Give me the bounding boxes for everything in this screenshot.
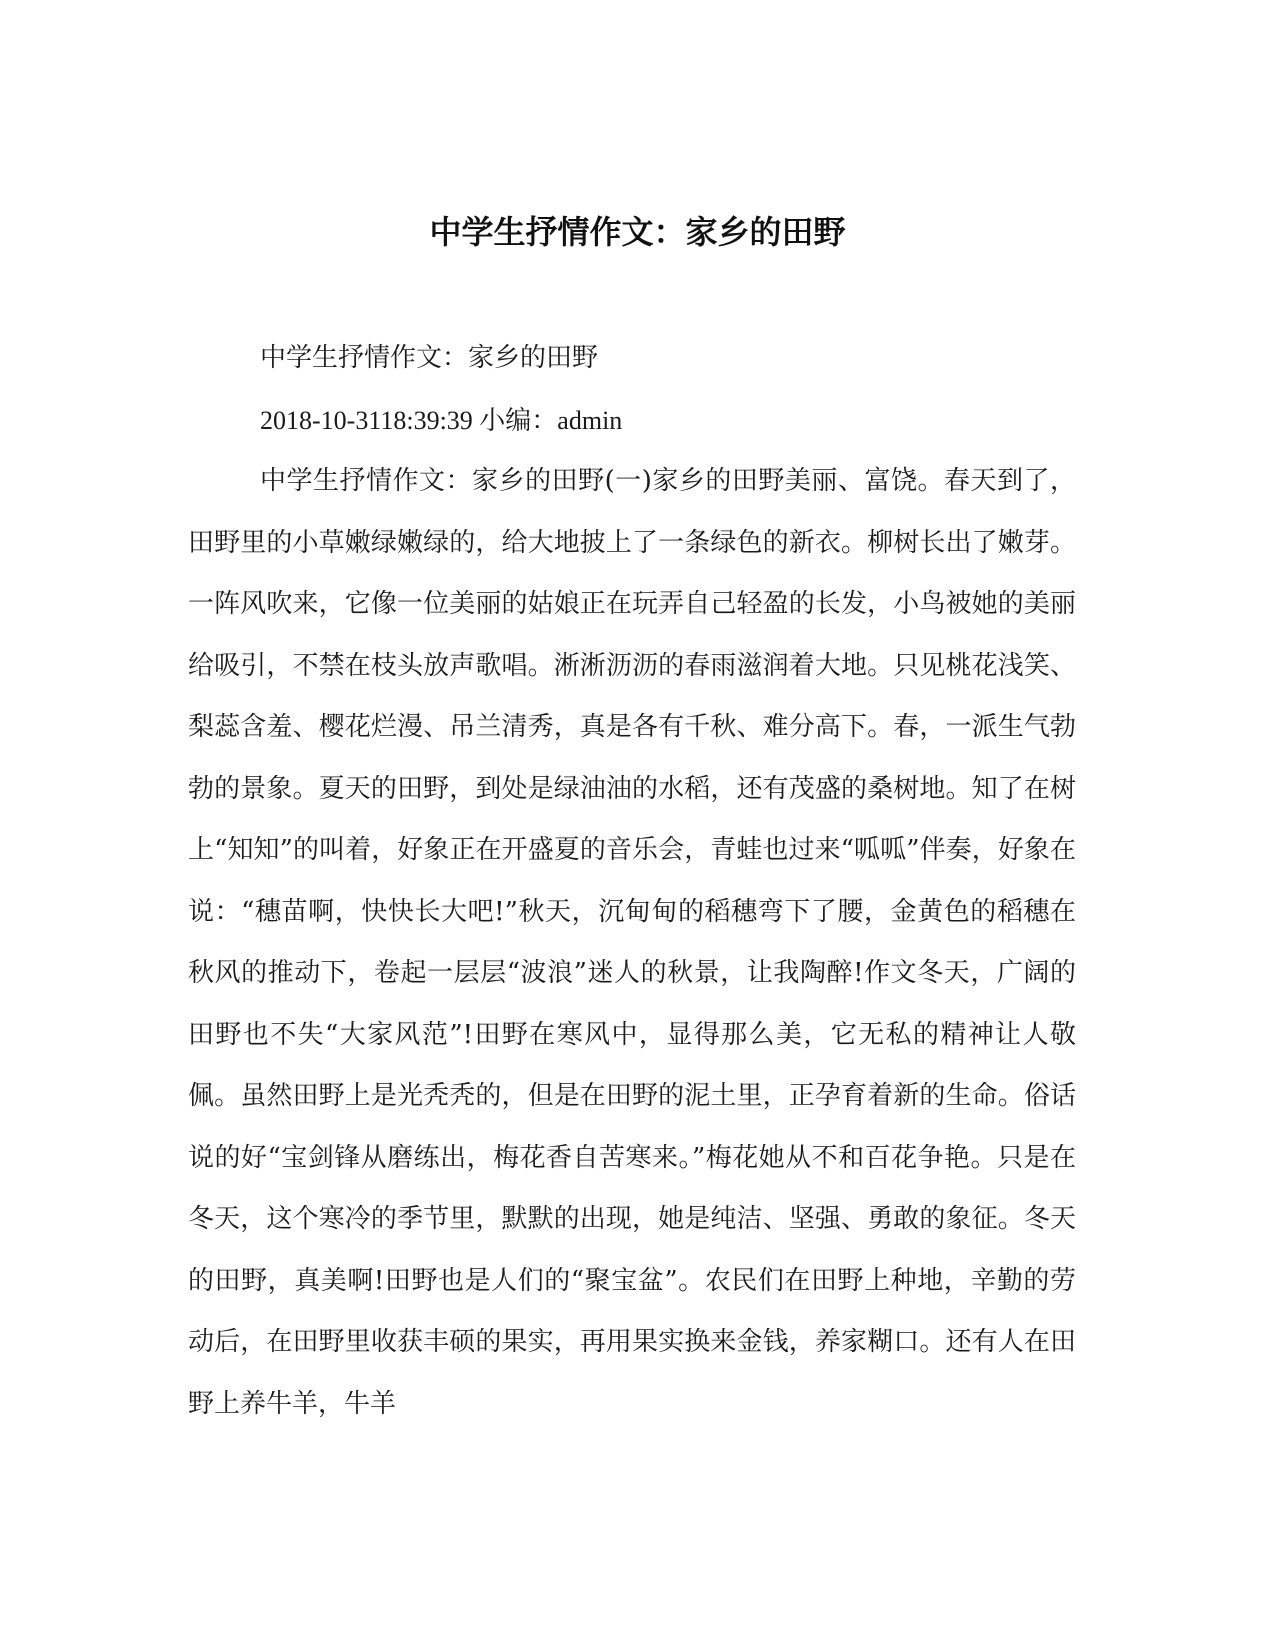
article-meta: 2018-10-3118:39:39 小编：admin bbox=[260, 405, 623, 435]
document-title: 中学生抒情作文：家乡的田野 bbox=[429, 213, 846, 251]
article-paragraph: 中学生抒情作文：家乡的田野(一)家乡的田野美丽、富饶。春天到了，田野里的小草嫩绿嫩绿的，给大地披上了一条绿色的新衣。柳树长出了嫩芽。一阵风吹来，它像一位美丽的姑娘正在玩弄自己轻盈的长发，小鸟被她的美丽给吸引，不禁在枝头放声歌唱。淅淅沥沥的春雨滋润着大地。只见桃花浅笑、梨蕊含羞、樱花烂漫、吊兰清秀，真是各有千秋、难分高下。春，一派生气勃勃的景象。夏天的田野，到处是绿油油的水稻，还有茂盛的桑树地。知了在树上“知知”的叫着，好象正在开盛夏的音乐会，青蛙也过来“呱呱”伴奏，好象在说：“穗苗啊，快快长大吧!”秋天，沉甸甸的稻穗弯下了腰，金黄色的稻穗在秋风的推动下，卷起一层层“波浪”迷人的秋景，让我陶醉!作文冬天，广阔的田野也不失“大家风范”!田野在寒风中，显得那么美，它无私的精神让人敬佩。虽然田野上是光秃秃的，但是在田野的泥土里，正孕育着新的生命。俗话说的好“宝剑锋从磨练出，梅花香自苦寒来。”梅花她从不和百花争艳。只是在冬天，这个寒冷的季节里，默默的出现，她是纯洁、坚强、勇敢的象征。冬天的田野，真美啊!田野也是人们的“聚宝盆”。农民们在田野上种地，辛勤的劳动后，在田野里收获丰硕的果实，再用果实换来金钱，养家糊口。还有人在田野上养牛羊，牛羊 bbox=[188, 466, 1076, 1419]
document-body bbox=[188, 328, 1076, 1435]
article-subtitle: 中学生抒情作文：家乡的田野 bbox=[260, 343, 599, 373]
